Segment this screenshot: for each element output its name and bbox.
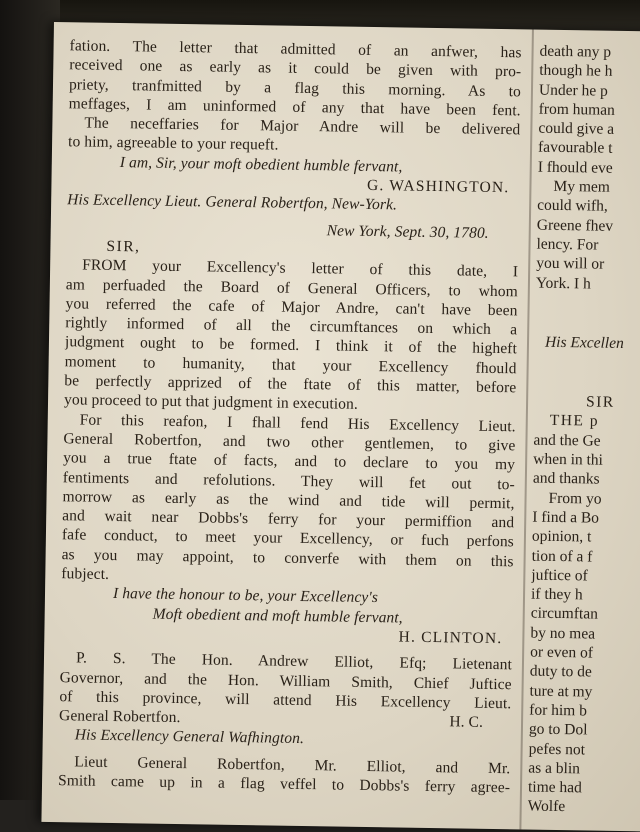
text-line: am perfuaded the Board of General Officers, to whom: [65, 275, 518, 300]
text-line: when in thi: [533, 450, 604, 469]
text-line: though he h: [539, 61, 613, 81]
text-line: Wolfe: [527, 797, 566, 816]
postscript: [59, 648, 512, 732]
text-line: The neceffaries for Major Andre will be delivered: [84, 114, 521, 139]
text-line: you a true ftate of facts, and to declare to you my: [63, 449, 516, 474]
text-line: From yo: [548, 489, 602, 508]
text-line: opinion, t: [531, 527, 592, 546]
letter-addressee: His Excellency General Wafhington.: [74, 726, 305, 748]
text-line: pefes not: [528, 740, 586, 758]
text-line: duty to de: [529, 662, 592, 681]
paragraph: [61, 410, 516, 591]
letter-closing: Moft obedient and moft humble fervant,: [152, 605, 403, 627]
text-line: General Robertfon, and two other gentlemen, to give: [63, 430, 516, 455]
text-line: For this reafon, I fhall fend His Excellency Lieut.: [79, 411, 516, 435]
text-line: be perfectly apprized of the ftate of this matter, before: [64, 372, 517, 397]
signature-washington: G. WASHINGTON.: [366, 177, 510, 197]
text-line: you will or: [536, 254, 605, 273]
text-line: ture at my: [529, 682, 593, 701]
text-line: by no mea: [530, 624, 596, 643]
text-line: morrow as early as the wind and tide will permit,: [62, 488, 515, 513]
text-line: and thanks: [532, 469, 600, 488]
text-line: fation. The letter that admitted of an anfwer, has: [69, 37, 522, 62]
dateline: New York, Sept. 30, 1780.: [326, 221, 489, 242]
text-line: THE p: [549, 412, 600, 431]
text-line: My mem: [553, 177, 611, 196]
text-line: Greene fhev: [536, 216, 614, 235]
text-line: juftice of: [531, 566, 588, 585]
text-line: you proceed to put that judgment in execution.: [63, 391, 359, 414]
text-line: go to Dol: [528, 720, 588, 739]
text-line: or even of: [530, 643, 594, 662]
right-column: [528, 42, 640, 819]
text-line: Smith came up in a flag veffel to Dobbs's ferry agree-: [57, 772, 511, 797]
postscript-last-line: General Robertfon.: [58, 707, 181, 727]
text-line: and wait near Dobbs's ferry for your permiffion and: [62, 507, 515, 532]
text-line: favourable t: [537, 139, 613, 158]
text-line: and the Ge: [533, 431, 601, 450]
text-line: time had: [527, 778, 582, 797]
text-line: Governor, and the Hon. William Smith, Chief Juftice: [59, 668, 512, 693]
text-line: received one as early as it could be given with pro-: [69, 56, 522, 81]
paragraph: [64, 255, 518, 416]
text-line: I find a Bo: [532, 508, 600, 527]
text-line: fentiments and refolutions. They will fet out to-: [62, 468, 515, 493]
text-line: Under he p: [538, 81, 608, 100]
text-line: fafe conduct, to meet your Excellency, or fuch perfons: [61, 526, 515, 551]
letter-closing: I have the honour to be, your Excellency's: [112, 585, 379, 607]
text-line: P. S. The Hon. Andrew Elliot, Efq; Lietenant: [75, 649, 513, 674]
text-line: judgment ought to be formed. I think it of the higheft: [64, 333, 518, 358]
text-line: tion of a f: [531, 547, 593, 566]
text-line: could give a: [538, 119, 615, 138]
text-line: I fhould eve: [537, 158, 613, 177]
text-line: fubject.: [61, 565, 110, 583]
text-line: from human: [538, 100, 616, 119]
newspaper-page: [41, 22, 640, 831]
text-line: lency. For: [536, 235, 599, 254]
letter-addressee: His Excellency Lieut. General Robertfon, New-York.: [67, 191, 398, 214]
text-line: death any p: [539, 42, 612, 61]
salutation: SIR,: [106, 237, 141, 256]
text-line: meffages, I am uninformed of any that have been fent.: [68, 95, 521, 120]
text-line: Lieut General Robertfon, Mr. Elliot, and Mr.: [74, 753, 511, 777]
text-line: for him b: [529, 701, 588, 720]
text-line: priety, tranfmitted by a flag this morning. As to: [68, 75, 522, 100]
postscript-initials: H. C.: [449, 713, 484, 731]
text-line: FROM your Excellency's letter of this date, I: [82, 256, 519, 281]
text-line: as a blin: [528, 759, 581, 778]
text-line: York. I h: [535, 274, 591, 293]
text-line: of this province, will attend His Excellency Lieut.: [59, 687, 512, 713]
clinton-letter: [59, 217, 519, 752]
text-line: you referred the cafe of Major Andre, can't have been: [65, 295, 518, 320]
text-line: circumftan: [530, 604, 599, 624]
signature-clinton: H. CLINTON.: [398, 628, 503, 648]
closing-paragraph: [58, 752, 511, 798]
main-column: [58, 36, 522, 797]
text-line: if they h: [530, 585, 583, 604]
text-line: rightly informed of all the circumftances on which a: [65, 314, 518, 339]
letter-closing: I am, Sir, your moft obedient humble fervant,: [119, 153, 403, 176]
right-column-heading: His Excellen: [544, 333, 624, 352]
text-line: as you may appoint, to converfe with them on this: [61, 545, 514, 571]
text-line: to him, agreeable to your requeft.: [67, 133, 279, 155]
washington-letter: [67, 36, 522, 217]
text-line: moment to humanity, that your Excellency fhould: [64, 352, 517, 378]
text-line: SIR: [585, 393, 615, 412]
text-line: could wifh,: [537, 196, 608, 216]
